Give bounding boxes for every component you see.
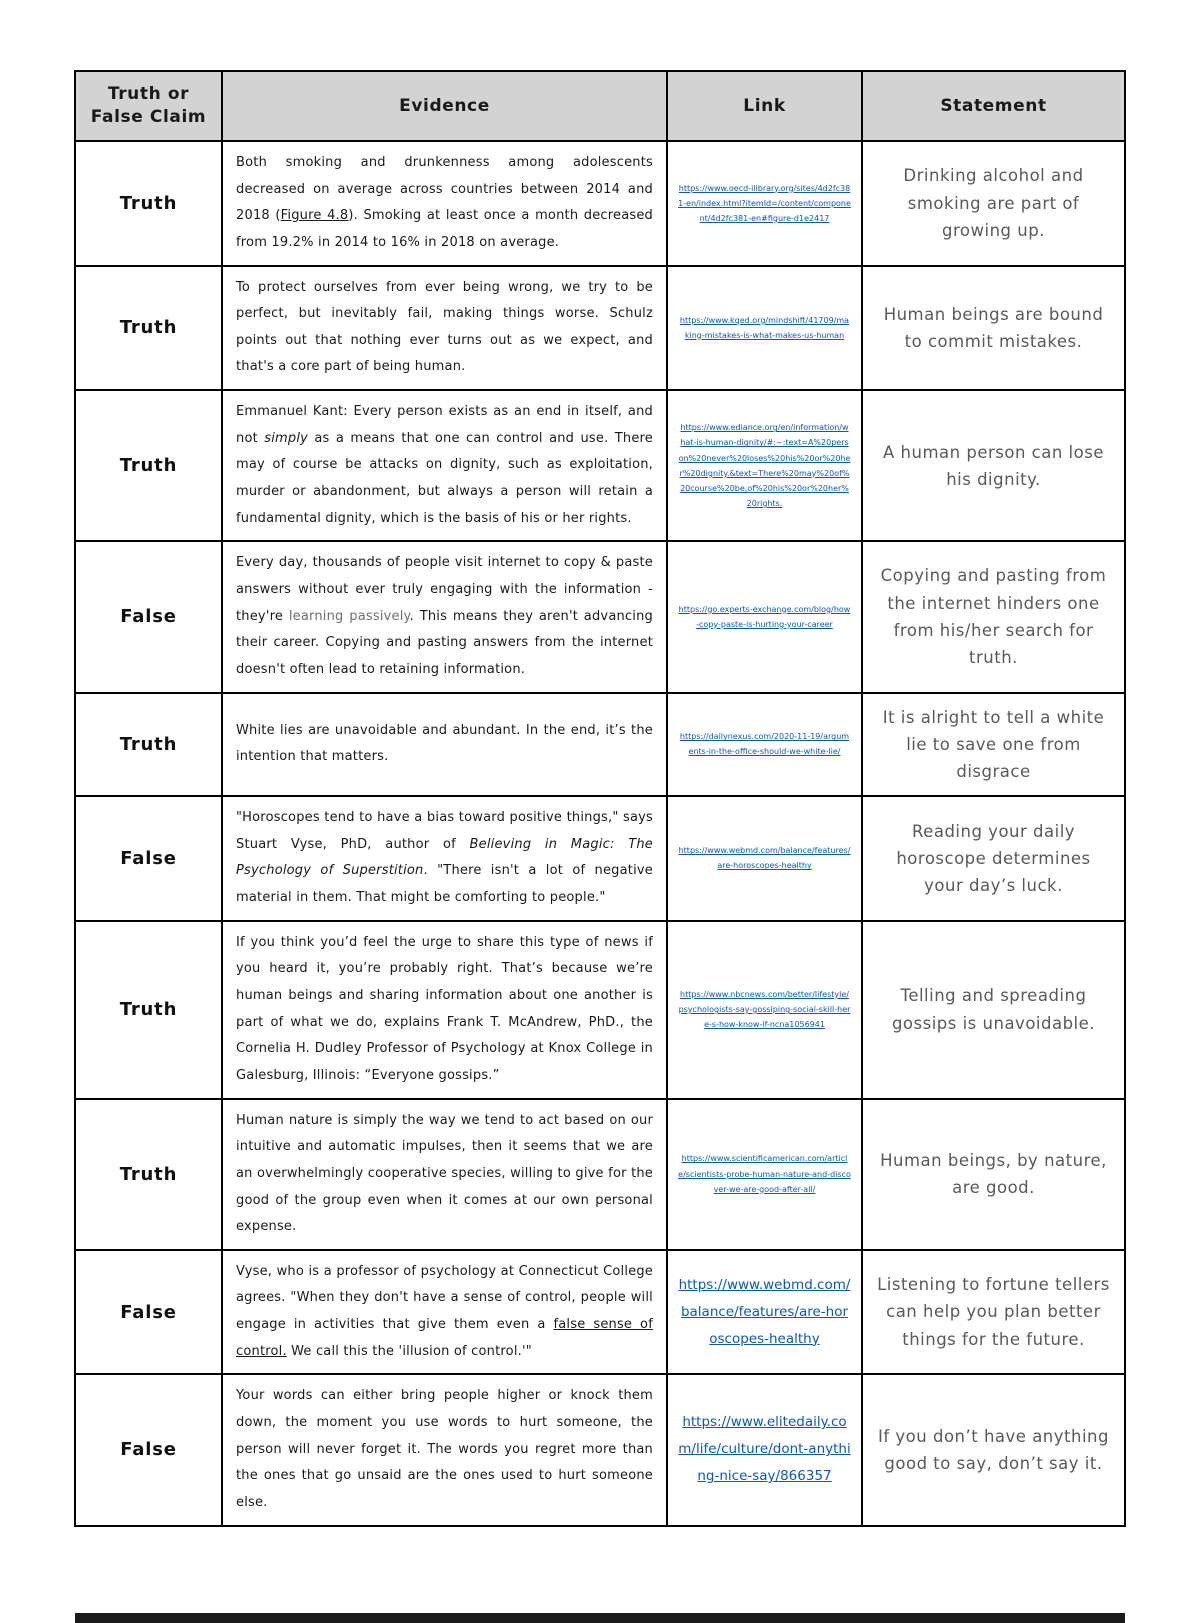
evidence-text: "Horoscopes tend to have a bias toward positive things," says Stuart Vyse, PhD, author of	[236, 810, 653, 852]
evidence-link[interactable]: https://www.webmd.com/balance/features/are-horoscopes-healthy	[678, 1276, 851, 1347]
header-link: Link	[667, 71, 862, 141]
statement-cell: Human beings are bound to commit mistakes.	[862, 266, 1125, 391]
evidence-cell	[222, 141, 667, 266]
statement-cell: It is alright to tell a white lie to save one from disgrace	[862, 693, 1125, 797]
claim-cell: Truth	[75, 266, 222, 391]
header-claim: Truth or False Claim	[75, 71, 222, 141]
statement-cell: Drinking alcohol and smoking are part of growing up.	[862, 141, 1125, 266]
table-row	[75, 266, 1125, 391]
claim-cell: False	[75, 541, 222, 692]
claim-cell: Truth	[75, 141, 222, 266]
evidence-text: Your words can either bring people higher or knock them down, the moment you use words to hurt someone, the person will never forget it. The words you regret more than the ones that go unsaid are the ones used to hurt someone else.	[236, 1388, 653, 1510]
evidence-text: To protect ourselves from ever being wrong, we try to be perfect, but inevitably fail, making things worse. Schulz points out that nothing ever turns out as we expect, and that's a core part of being human.	[236, 279, 653, 375]
table-row	[75, 390, 1125, 541]
evidence-link[interactable]: https://www.webmd.com/balance/features/are-horoscopes-healthy	[678, 846, 851, 871]
evidence-text: false sense of control.	[236, 1317, 653, 1359]
evidence-text: learning passively	[288, 608, 410, 624]
statement-cell: A human person can lose his dignity.	[862, 390, 1125, 541]
evidence-text: as a means that one can control and use. There may of course be attacks on dignity, such as exploitation, murder or abandonment, but always a person will retain a fundamental dignity, which is the basis of his or her rights.	[236, 430, 653, 526]
evidence-text: Human nature is simply the way we tend to act based on our intuitive and automatic impulses, then it seems that we are an overwhelmingly cooperative species, willing to give for the good of the group even when it comes at our own personal expense.	[236, 1112, 653, 1235]
claim-cell: Truth	[75, 921, 222, 1099]
evidence-cell	[222, 796, 667, 921]
claims-table-body	[75, 141, 1125, 1526]
header-statement: Statement	[862, 71, 1125, 141]
link-cell	[667, 1374, 862, 1525]
header-row	[75, 71, 1125, 141]
statement-cell: Human beings, by nature, are good.	[862, 1099, 1125, 1250]
evidence-cell	[222, 266, 667, 391]
statement-cell: Copying and pasting from the internet hinders one from his/her search for truth.	[862, 541, 1125, 692]
header-evidence: Evidence	[222, 71, 667, 141]
evidence-text: Vyse, who is a professor of psychology at Connecticut College agrees. "When they don't have a sense of control, people will engage in activities that give them even a	[236, 1263, 653, 1333]
evidence-link[interactable]: https://www.kqed.org/mindshift/41709/making-mistakes-is-what-makes-us-human	[679, 315, 850, 340]
link-cell	[667, 796, 862, 921]
evidence-link[interactable]: https://dailynexus.com/2020-11-19/arguments-in-the-office-should-we-white-lie/	[679, 732, 850, 757]
evidence-cell	[222, 390, 667, 541]
evidence-cell	[222, 1099, 667, 1250]
table-row	[75, 921, 1125, 1099]
evidence-cell	[222, 1250, 667, 1375]
link-cell	[667, 693, 862, 797]
evidence-text: If you think you’d feel the urge to share this type of news if you heard it, you’re probably right. That’s because we’re human beings and sharing information about one another is part of what we do, explains Frank T. McAndrew, PhD., the Cornelia H. Dudley Professor of Psychology at Knox College in Galesburg, Illinois: “Everyone gossips.”	[236, 934, 653, 1083]
link-cell	[667, 1250, 862, 1375]
evidence-link[interactable]: https://www.scientificamerican.com/article/scientists-probe-human-nature-and-discover-we-are-good-after-all/	[678, 1154, 851, 1194]
table-row	[75, 541, 1125, 692]
evidence-cell	[222, 693, 667, 797]
evidence-cell	[222, 1374, 667, 1525]
evidence-link[interactable]: https://www.nbcnews.com/better/lifestyle/psychologists-say-gossiping-social-skill-here-s-how-know-if-ncna1056941	[678, 989, 851, 1030]
link-cell	[667, 1099, 862, 1250]
evidence-text: . This means they aren't advancing their career. Copying and pasting answers from the internet doesn't often lead to retaining information.	[236, 608, 653, 677]
table-row	[75, 693, 1125, 797]
evidence-text: simply	[264, 430, 309, 446]
evidence-text: Emmanuel Kant: Every person exists as an end in itself, and not	[236, 404, 653, 446]
claim-cell: False	[75, 1374, 222, 1525]
evidence-cell	[222, 921, 667, 1099]
statement-cell: Reading your daily horoscope determines your day’s luck.	[862, 796, 1125, 921]
evidence-text: We call this the 'illusion of control.'"	[286, 1343, 532, 1359]
claim-cell: Truth	[75, 693, 222, 797]
link-cell	[667, 921, 862, 1099]
link-cell	[667, 390, 862, 541]
evidence-link[interactable]: https://www.ediance.org/en/information/what-is-human-dignity/#:~:text=A%20person%20never%20loses%20his%20or%20her%20dignity.&text=There%20may%20of%20course%20be,of%20his%20or%20her%20rights.	[678, 423, 851, 509]
statement-cell: Telling and spreading gossips is unavoidable.	[862, 921, 1125, 1099]
table-row	[75, 141, 1125, 266]
statement-cell: Listening to fortune tellers can help you plan better things for the future.	[862, 1250, 1125, 1375]
claims-table	[74, 70, 1126, 1527]
table-row	[75, 1374, 1125, 1525]
link-cell	[667, 541, 862, 692]
claim-cell: Truth	[75, 390, 222, 541]
evidence-text: . "There isn't a lot of negative material in them. That might be comforting to people."	[236, 863, 654, 906]
claim-cell: False	[75, 796, 222, 921]
evidence-text: Believing in Magic: The Psychology of Superstition	[236, 836, 653, 879]
evidence-link[interactable]: https://www.elitedaily.com/life/culture/dont-anything-nice-say/866357	[678, 1414, 851, 1485]
evidence-link[interactable]: https://go.experts-exchange.com/blog/how-copy-paste-is-hurting-your-career	[678, 604, 851, 629]
statement-cell: If you don’t have anything good to say, don’t say it.	[862, 1374, 1125, 1525]
table-row	[75, 796, 1125, 921]
table-row	[75, 1099, 1125, 1250]
link-cell	[667, 141, 862, 266]
evidence-text: Both smoking and drunkenness among adolescents decreased on average across countries between 2014 and 2018 (	[236, 155, 653, 224]
link-cell	[667, 266, 862, 391]
evidence-text: White lies are unavoidable and abundant. In the end, it’s the intention that matters.	[236, 722, 653, 765]
next-page-table-edge	[75, 1613, 1125, 1623]
evidence-link[interactable]: https://www.oecd-ilibrary.org/sites/4d2fc381-en/index.html?itemId=/content/component/4d2fc381-en#figure-d1e2417	[678, 183, 851, 223]
table-header	[75, 71, 1125, 141]
evidence-text: Every day, thousands of people visit internet to copy & paste answers without ever truly engaging with the information - they're	[236, 555, 653, 624]
claim-cell: Truth	[75, 1099, 222, 1250]
evidence-text: Figure 4.8	[280, 208, 349, 224]
evidence-text: ). Smoking at least once a month decreased from 19.2% in 2014 to 16% in 2018 on average.	[236, 208, 654, 250]
claim-cell: False	[75, 1250, 222, 1375]
evidence-cell	[222, 541, 667, 692]
table-row	[75, 1250, 1125, 1375]
